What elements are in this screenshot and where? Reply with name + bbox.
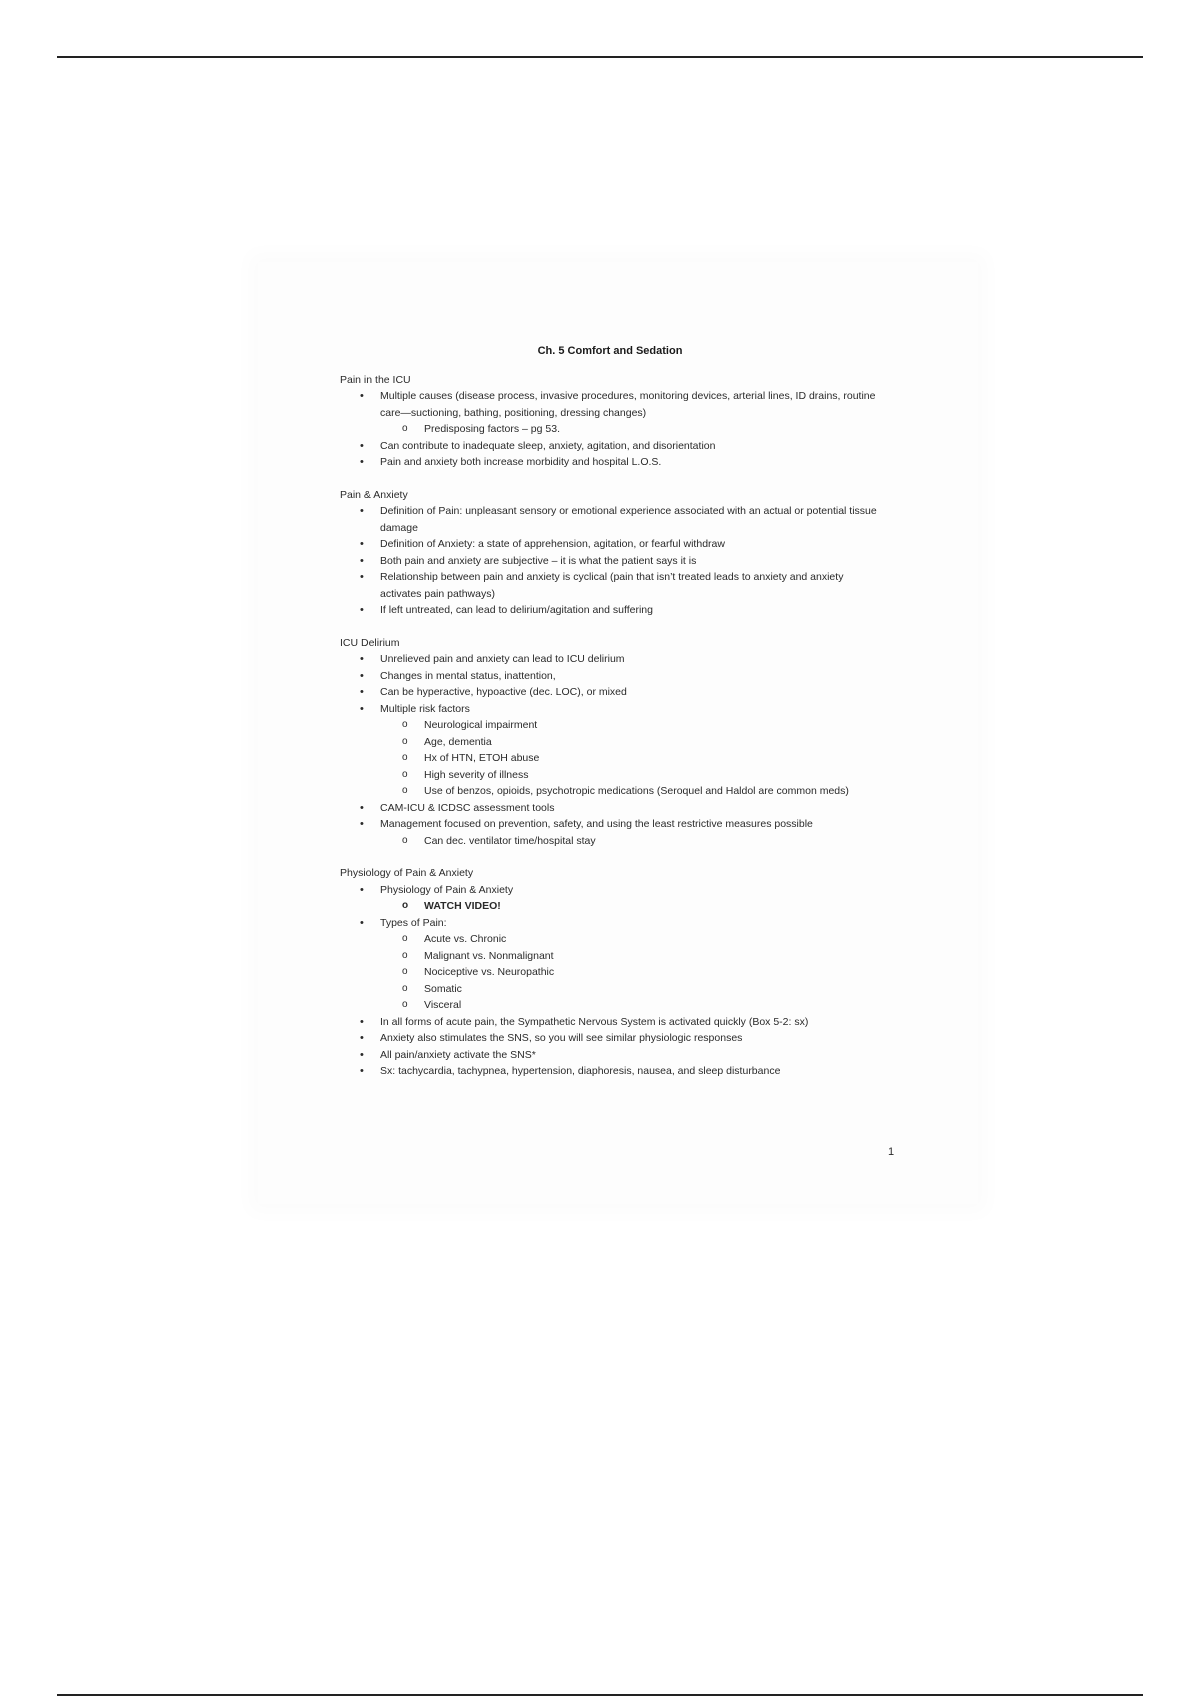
list-item [380,915,880,1014]
sub-list [380,833,880,850]
list-item: • Changes in mental status, inattention, [380,668,880,685]
list-item: • All pain/anxiety activate the SNS* [380,1047,880,1064]
list-item: • In all forms of acute pain, the Sympathetic Nervous System is activated quickly (Box 5-2: sx) [380,1014,880,1031]
sub-list-item: o Acute vs. Chronic [424,931,880,948]
sub-list-item: o Somatic [424,981,880,998]
list-item: • Both pain and anxiety are subjective – it is what the patient says it is [380,553,880,570]
section-physiology-pain-anxiety [340,865,880,1080]
list-item: • Relationship between pain and anxiety is cyclical (pain that isn’t treated leads to anxiety and anxiety activates pain pathways) [380,569,880,602]
list-item-text: Multiple causes (disease process, invasive procedures, monitoring devices, arterial lines, ID drains, routine care—suctioning, bathing, positioning, dressing changes) [380,390,876,419]
list-item-text: Physiology of Pain & Anxiety [380,883,514,896]
sub-list-item: o Age, dementia [424,734,880,751]
list-item: • Anxiety also stimulates the SNS, so you will see similar physiologic responses [380,1030,880,1047]
bottom-divider [57,1694,1143,1696]
list-item: • Definition of Anxiety: a state of apprehension, agitation, or fearful withdraw [380,536,880,553]
bullet-list [340,651,880,849]
list-item: • Can be hyperactive, hypoactive (dec. LOC), or mixed [380,684,880,701]
sub-list [380,931,880,1014]
sub-list-item: o Neurological impairment [424,717,880,734]
document-title: Ch. 5 Comfort and Sedation [537,345,683,357]
list-item: • CAM-ICU & ICDSC assessment tools [380,800,880,817]
list-item [380,882,880,915]
page-number: 1 [888,1146,895,1158]
bullet-list [340,503,880,619]
sub-list-item: o Visceral [424,997,880,1014]
sub-list-item: o Malignant vs. Nonmalignant [424,948,880,965]
bullet-list [340,882,880,1080]
list-item [380,388,880,438]
top-divider [57,56,1143,58]
list-item: • Definition of Pain: unpleasant sensory or emotional experience associated with an actual or potential tissue damage [380,503,880,536]
sub-list-item: o Predisposing factors – pg 53. [424,421,880,438]
list-item [380,816,880,849]
list-item: • Sx: tachycardia, tachypnea, hypertension, diaphoresis, nausea, and sleep disturbance [380,1063,880,1080]
list-item-text: Multiple risk factors [380,702,470,715]
section-pain-and-anxiety [340,487,880,619]
sub-list-item: o High severity of illness [424,767,880,784]
sub-list-item: o Nociceptive vs. Neuropathic [424,964,880,981]
bullet-list [340,388,880,471]
section-heading: Physiology of Pain & Anxiety [340,867,474,879]
sub-list [380,898,880,915]
sub-list-item: o Hx of HTN, ETOH abuse [424,750,880,767]
section-icu-delirium [340,635,880,850]
document-body [340,343,880,1096]
list-item: • If left untreated, can lead to delirium/agitation and suffering [380,602,880,619]
list-item: • Pain and anxiety both increase morbidity and hospital L.O.S. [380,454,880,471]
section-pain-in-icu [340,372,880,471]
list-item: • Can contribute to inadequate sleep, anxiety, agitation, and disorientation [380,438,880,455]
list-item: • Unrelieved pain and anxiety can lead to ICU delirium [380,651,880,668]
list-item-text: Management focused on prevention, safety, and using the least restrictive measures possible [380,818,813,830]
sub-list-item: o Use of benzos, opioids, psychotropic medications (Seroquel and Haldol are common meds) [424,783,880,800]
sub-list-item: o Can dec. ventilator time/hospital stay [424,833,880,850]
section-heading: Pain in the ICU [340,373,411,386]
list-item [380,701,880,800]
section-heading: Pain & Anxiety [340,488,408,501]
sub-list-item: o WATCH VIDEO! [424,898,880,915]
sub-list [380,421,880,438]
sub-list [380,717,880,800]
section-heading: ICU Delirium [340,636,400,649]
list-item-text: Types of Pain: [380,916,447,929]
